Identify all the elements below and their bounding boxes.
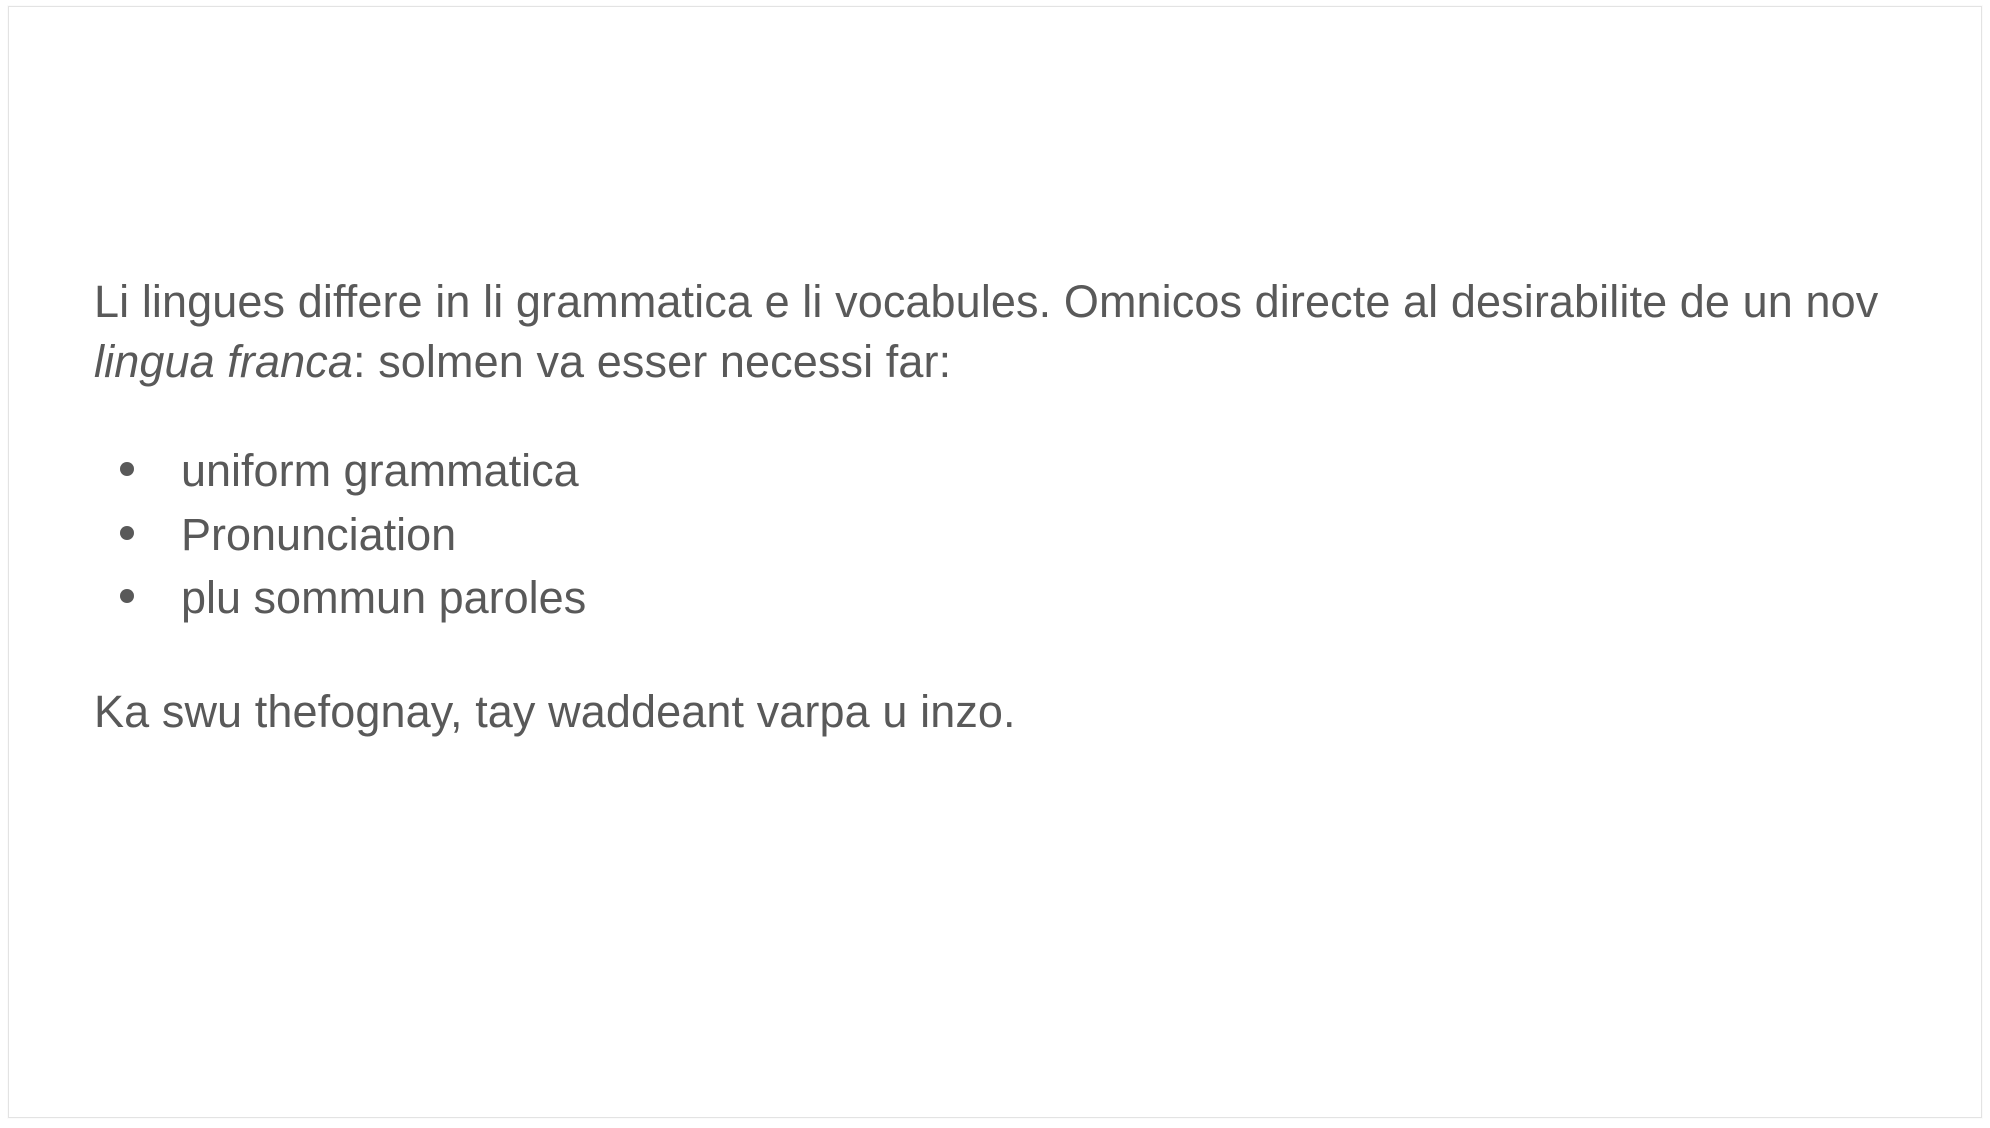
intro-text-part-2: : solmen va esser necessi far: [352, 335, 952, 387]
intro-emphasis: lingua franca [94, 335, 353, 387]
bullet-dot-icon [120, 589, 134, 603]
closing-paragraph: Ka swu thefognay, tay waddeant varpa u inzo. [94, 686, 1016, 738]
bullet-list [94, 439, 1894, 631]
list-item-label: plu sommun paroles [181, 572, 587, 624]
list-item [94, 439, 1894, 503]
list-item [94, 503, 1894, 567]
slide-content-body [94, 272, 1894, 742]
intro-paragraph [94, 272, 1894, 392]
intro-text-part-1: Li lingues differe in li grammatica e li vocabules. Omnicos directe al desirabilite de un nov [94, 276, 1879, 327]
bullet-dot-icon [120, 526, 134, 540]
slide-surface[interactable] [8, 6, 1982, 1118]
list-item-label: uniform grammatica [181, 444, 579, 496]
bullet-dot-icon [120, 462, 134, 476]
list-item-label: Pronunciation [181, 508, 457, 560]
list-item [94, 566, 1894, 630]
